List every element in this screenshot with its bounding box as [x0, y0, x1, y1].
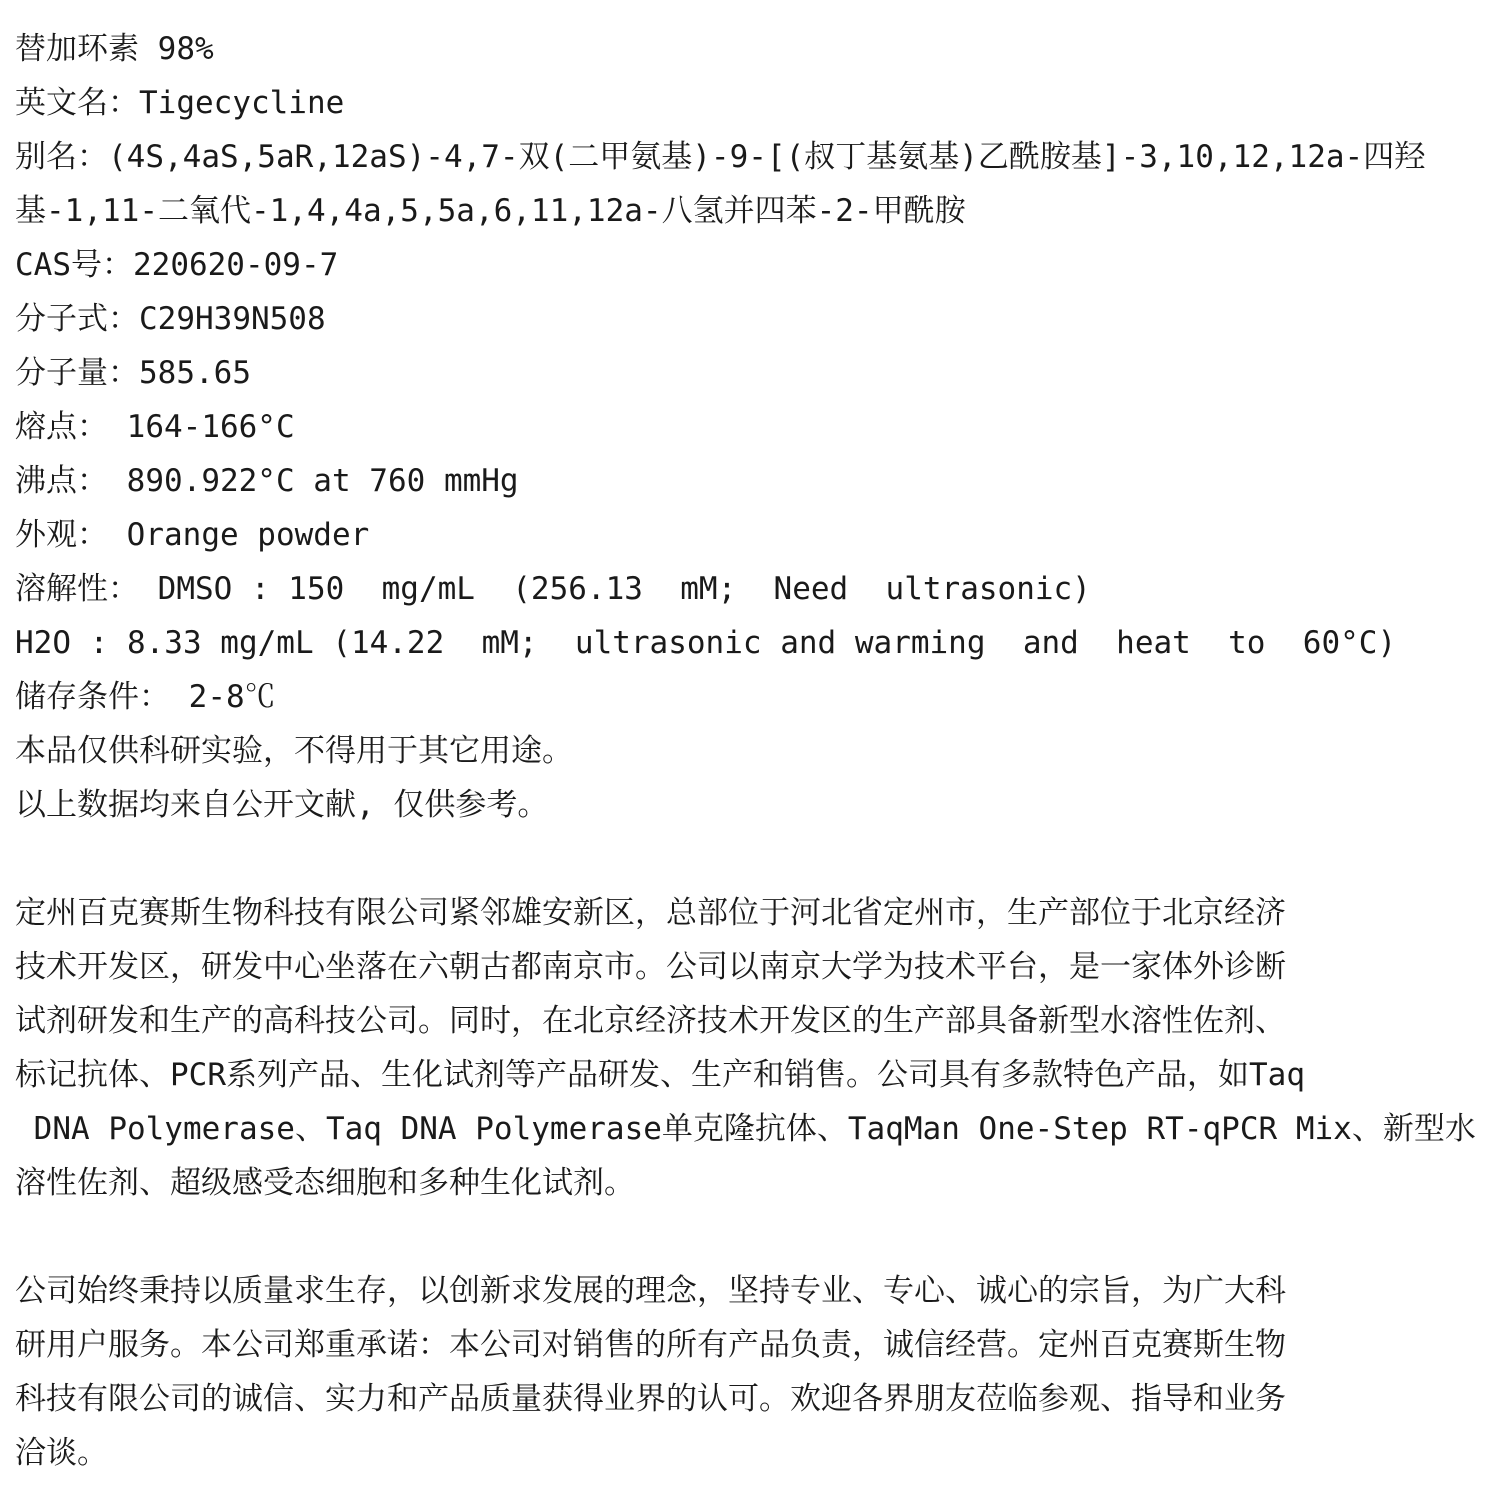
intro-line: 标记抗体、PCR系列产品、生化试剂等产品研发、生产和销售。公司具有多款特色产品，如Taq [15, 1057, 1305, 1093]
intro-line: 试剂研发和生产的高科技公司。同时，在北京经济技术开发区的生产部具备新型水溶性佐剂、 [15, 1003, 1286, 1039]
commitment-line: 洽谈。 [15, 1435, 108, 1471]
document-page [15, 22, 1490, 1480]
molecular-weight: 分子量：585.65 [15, 355, 251, 391]
intro-line: 定州百克赛斯生物科技有限公司紧邻雄安新区，总部位于河北省定州市，生产部位于北京经济 [15, 895, 1286, 931]
storage-conditions: 储存条件： 2-8℃ [15, 679, 276, 715]
cas-number: CAS号：220620-09-7 [15, 247, 339, 283]
alias-line-2: 基-1,11-二氧代-1,4,4a,5,5a,6,11,12a-八氢并四苯-2-甲酰胺 [15, 193, 966, 229]
solubility-dmso: 溶解性： DMSO : 150 mg/mL (256.13 mM; Need ultrasonic) [15, 571, 1091, 607]
alias-line-1: 别名：(4S,4aS,5aR,12aS)-4,7-双(二甲氨基)-9-[(叔丁基氨基)乙酰胺基]-3,10,12,12a-四羟 [15, 139, 1426, 175]
commitment-line: 公司始终秉持以质量求生存，以创新求发展的理念，坚持专业、专心、诚心的宗旨，为广大科 [15, 1273, 1286, 1309]
research-only-notice: 本品仅供科研实验，不得用于其它用途。 [15, 733, 573, 769]
intro-line: 技术开发区，研发中心坐落在六朝古都南京市。公司以南京大学为技术平台，是一家体外诊断 [15, 949, 1286, 985]
molecular-formula: 分子式：C29H39N508 [15, 301, 326, 337]
intro-line: DNA Polymerase、Taq DNA Polymerase单克隆抗体、TaqMan One-Step RT-qPCR Mix、新型水 [15, 1111, 1476, 1147]
appearance: 外观： Orange powder [15, 517, 370, 553]
solubility-h2o: H2O : 8.33 mg/mL (14.22 mM; ultrasonic and warming and heat to 60°C) [15, 625, 1397, 661]
company-commitment-paragraph [15, 1264, 1490, 1480]
data-source-notice: 以上数据均来自公开文献, 仅供参考。 [15, 787, 549, 823]
english-name: 英文名：Tigecycline [15, 85, 345, 121]
paragraph-gap [15, 832, 1490, 886]
product-title: 替加环素 98% [15, 31, 214, 67]
melting-point: 熔点： 164-166°C [15, 409, 295, 445]
commitment-line: 科技有限公司的诚信、实力和产品质量获得业界的认可。欢迎各界朋友莅临参观、指导和业务 [15, 1381, 1286, 1417]
paragraph-gap [15, 1210, 1490, 1264]
company-intro-paragraph [15, 886, 1490, 1210]
intro-line: 溶性佐剂、超级感受态细胞和多种生化试剂。 [15, 1165, 635, 1201]
commitment-line: 研用户服务。本公司郑重承诺：本公司对销售的所有产品负责，诚信经营。定州百克赛斯生物 [15, 1327, 1286, 1363]
boiling-point: 沸点： 890.922°C at 760 mmHg [15, 463, 519, 499]
